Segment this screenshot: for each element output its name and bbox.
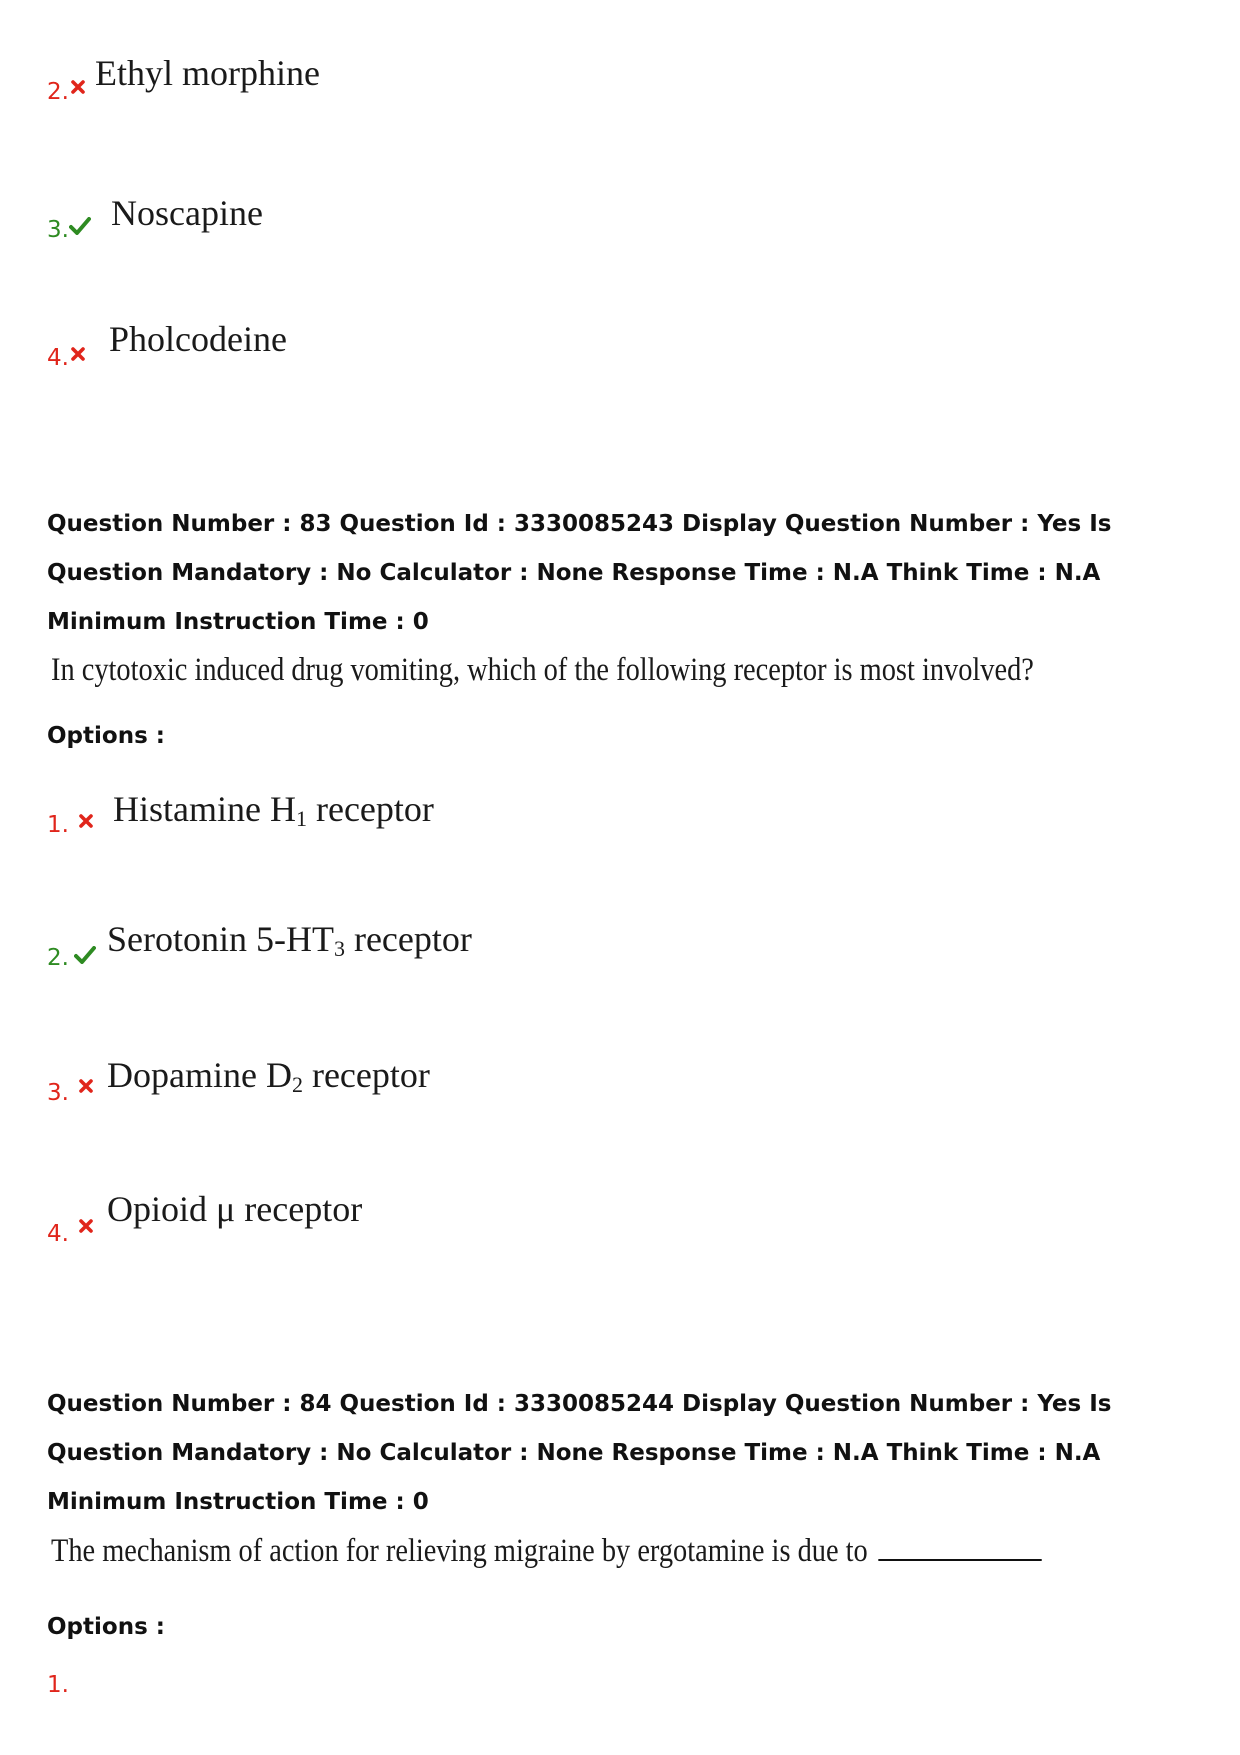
option-number: 3.	[47, 217, 69, 243]
option-text: Ethyl morphine	[95, 53, 320, 93]
option-number: 4.	[47, 345, 69, 371]
option-text: Dopamine $D_2$ receptor	[107, 1055, 430, 1097]
question-meta: Question Number : 84 Question Id : 3330085244 Display Question Number : Yes Is Question Mandatory : No Calculator : None Response Time : N.A Think Time : N.A Minimum Instruction Time : 0	[47, 1391, 1112, 1515]
cross-icon	[79, 814, 93, 828]
option-number: 4.	[47, 1221, 69, 1247]
cross-icon	[71, 347, 85, 361]
option-text: Pholcodeine	[109, 319, 287, 359]
question-text: The mechanism of action for relieving migraine by ergotamine is due to	[51, 1533, 1041, 1570]
check-icon	[74, 946, 96, 964]
option-number: 2.	[47, 79, 69, 105]
check-icon	[69, 217, 91, 235]
cross-icon	[79, 1219, 93, 1233]
option-number: 1.	[47, 1672, 69, 1698]
question-meta: Question Number : 83 Question Id : 3330085243 Display Question Number : Yes Is Question Mandatory : No Calculator : None Response Time : N.A Think Time : N.A Minimum Instruction Time : 0	[47, 511, 1112, 635]
question-text: In cytotoxic induced drug vomiting, which of the following receptor is most involved?	[51, 652, 1034, 688]
option-text: Serotonin $5-HT_3$ receptor	[107, 919, 472, 961]
option-number: 3.	[47, 1080, 69, 1106]
cross-icon	[71, 80, 85, 94]
option-text: Opioid μ receptor	[107, 1189, 363, 1229]
options-label: Options :	[47, 1614, 165, 1640]
option-number: 2.	[47, 945, 69, 971]
option-text: Histamine $H_1$ receptor	[113, 789, 434, 831]
option-number: 1.	[47, 812, 69, 838]
options-label: Options :	[47, 723, 165, 749]
option-text: Noscapine	[111, 193, 263, 233]
answer-blank	[878, 1533, 1041, 1561]
cross-icon	[79, 1079, 93, 1093]
